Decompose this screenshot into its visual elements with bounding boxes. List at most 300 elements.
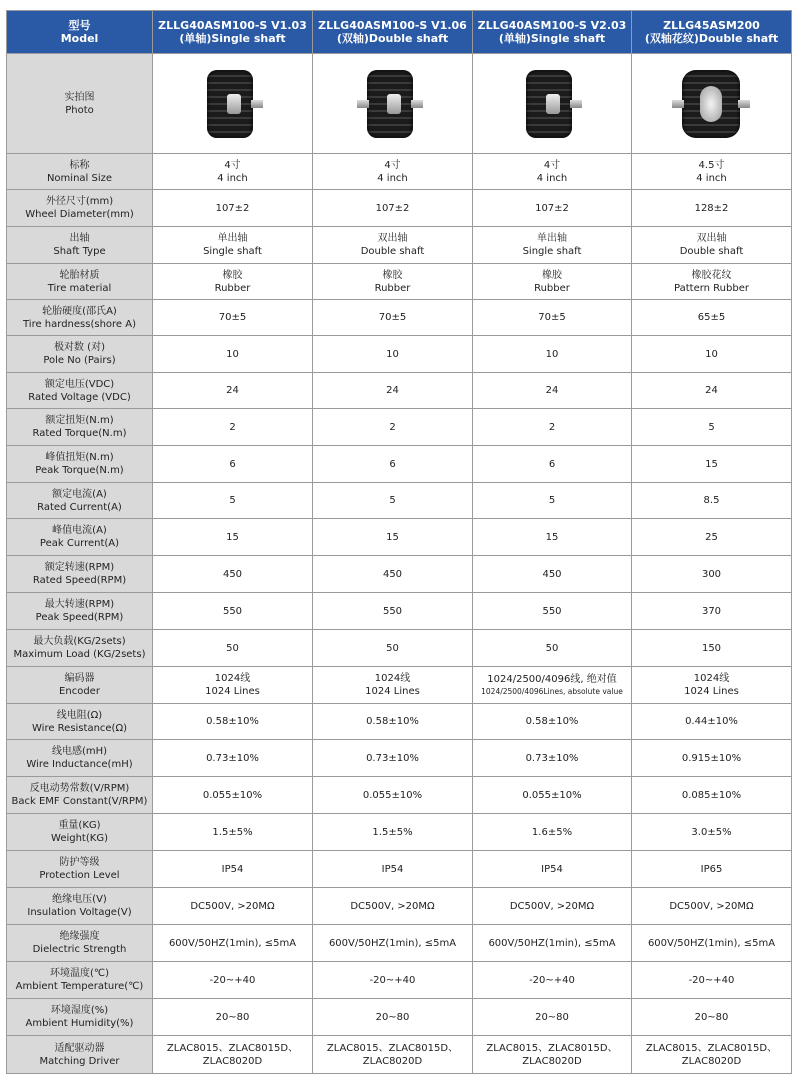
model-shaft: (双轴花纹)Double shaft [644,32,779,45]
wheel-photo-single-shaft [193,64,273,144]
spec-value [153,556,313,593]
spec-value-line: 15 [386,531,399,543]
row-label [7,227,153,264]
row-label-en: Rated Speed(RPM) [32,575,127,586]
spec-value-line: 1024线 [374,673,411,684]
row-label-cn: 轮胎硬度(邵氏A) [42,305,117,317]
row-label-cn: 额定电流(A) [52,488,107,500]
spec-value-line: 24 [386,385,399,396]
spec-value-line: 橡胶花纹 [691,269,732,281]
spec-value-line: 450 [542,568,562,580]
spec-value-line: 6 [389,458,396,470]
spec-value [632,300,792,336]
row-label-cn: 峰值扭矩(N.m) [45,452,114,463]
spec-value [153,704,313,740]
spec-value [473,227,632,264]
spec-value [632,740,792,777]
spec-row [7,264,792,300]
row-label-en: Dielectric Strength [32,944,127,955]
spec-value-line: 65±5 [697,312,726,323]
spec-value-line: DC500V, >20MΩ [669,900,754,912]
spec-value-line: 0.915±10% [681,752,742,764]
spec-row [7,814,792,851]
spec-value [153,851,313,888]
spec-value [313,593,473,630]
row-label-en: Rated Torque(N.m) [32,428,127,439]
spec-value-line: 15 [226,531,239,543]
spec-value [632,888,792,925]
spec-value [153,227,313,264]
spec-value [153,740,313,777]
spec-table [6,10,792,1074]
spec-value [313,336,473,373]
row-label [7,556,153,593]
spec-row [7,409,792,446]
row-label-cn: 外径尺寸(mm) [45,196,114,207]
model-shaft: (双轴)Double shaft [336,32,449,45]
row-label-cn: 轮胎材质 [59,269,100,281]
row-label-cn: 适配驱动器 [54,1042,105,1054]
spec-value-line: 单出轴 [217,233,248,244]
row-label [7,190,153,227]
spec-value-line: IP54 [221,863,244,875]
row-label [7,336,153,373]
row-label [7,999,153,1036]
spec-value [153,925,313,962]
row-label-cn: 标称 [69,159,90,171]
spec-row [7,190,792,227]
spec-value-line: 0.055±10% [202,789,263,801]
spec-value-line: 4寸 [224,159,241,171]
spec-value [153,519,313,556]
spec-row [7,999,792,1036]
spec-value [473,264,632,300]
row-label [7,888,153,925]
spec-value [632,227,792,264]
spec-row [7,227,792,264]
photo-cell [313,54,473,154]
spec-value [632,483,792,519]
row-label-cn: 实拍图 [64,91,95,103]
spec-value-line: 24 [705,385,718,396]
spec-row [7,373,792,409]
spec-value [632,519,792,556]
spec-value-line: 0.055±10% [522,789,582,801]
row-label-en: Rated Voltage (VDC) [28,391,131,403]
spec-value-line: 450 [222,568,243,580]
spec-value [313,814,473,851]
header-label-cn: 型号 [68,19,91,32]
row-label-cn: 线电感(mH) [51,746,108,757]
spec-value-line: 24 [226,385,239,396]
spec-value [473,888,632,925]
spec-value-line: Pattern Rubber [674,282,749,294]
row-label-cn: 出轴 [69,233,90,244]
spec-value [153,300,313,336]
row-label-en: Ambient Temperature(℃) [15,981,144,992]
spec-value-line: -20~+40 [369,974,416,986]
spec-value-line: 4.5寸 [698,159,725,171]
row-label-cn: 编码器 [64,673,95,684]
spec-value-line: 双出轴 [696,233,727,244]
model-code: ZLLG45ASM200 [663,19,760,32]
spec-value-line: ZLAC8020D [681,1055,742,1067]
spec-value-line: 50 [386,642,399,654]
spec-value-line: 70±5 [538,312,566,323]
spec-value-line: 0.055±10% [362,789,423,801]
spec-row [7,777,792,814]
spec-value [473,593,632,630]
row-label [7,409,153,446]
row-label [7,704,153,740]
row-label [7,373,153,409]
row-label-cn: 绝缘强度 [59,931,100,942]
spec-value [313,373,473,409]
spec-value [313,1036,473,1074]
spec-value-line: 2 [548,421,556,433]
spec-value [473,999,632,1036]
spec-value-line: 1024 Lines [205,686,260,697]
row-label-cn: 反电动势常数(V/RPM) [29,783,130,794]
spec-value [313,962,473,999]
spec-value-line: 600V/50HZ(1min), ≤5mA [647,937,776,949]
spec-value [473,483,632,519]
spec-value-line: -20~+40 [688,974,735,986]
spec-value [313,446,473,483]
row-label-en: Protection Level [39,870,120,881]
spec-value [473,154,632,190]
spec-value [632,190,792,227]
spec-value-line: 4寸 [543,159,561,171]
spec-value-line: 70±5 [218,312,247,323]
spec-value-line: 1.5±5% [372,826,413,838]
spec-value-line: 1024/2500/4096线, 绝对值 [487,674,617,685]
spec-value-line: 0.73±10% [206,752,259,764]
spec-value [632,593,792,630]
model-shaft: (单轴)Single shaft [498,32,606,45]
row-label [7,740,153,777]
spec-row [7,667,792,704]
spec-value-line: 10 [545,348,559,360]
spec-row [7,1036,792,1074]
model-shaft: (单轴)Single shaft [179,32,286,45]
spec-value-line: DC500V, >20MΩ [190,900,275,912]
row-label-en: Shaft Type [53,246,106,257]
spec-value-line: 2 [229,421,236,433]
spec-value-line: 50 [545,642,559,654]
spec-value-line: 20~80 [375,1011,410,1023]
spec-value [153,336,313,373]
spec-value [473,409,632,446]
spec-value [632,409,792,446]
row-label [7,630,153,667]
spec-row [7,925,792,962]
spec-value [632,556,792,593]
spec-value-line: 20~80 [215,1011,250,1023]
spec-value [313,154,473,190]
spec-value [473,740,632,777]
spec-value [473,851,632,888]
row-label [7,925,153,962]
row-label-cn: 重量(KG) [58,820,101,831]
header-model-2 [313,11,473,54]
spec-value-line: 0.44±10% [685,716,738,727]
spec-value [632,851,792,888]
spec-value-line: 24 [545,385,559,396]
spec-value-line: 0.58±10% [525,716,579,727]
row-label-cn: 最大转速(RPM) [44,599,115,610]
spec-value [153,630,313,667]
spec-value-line: 600V/50HZ(1min), ≤5mA [328,937,457,949]
spec-value [632,264,792,300]
spec-value [632,336,792,373]
spec-value-line: IP54 [541,863,563,875]
spec-value-line: 0.73±10% [525,752,579,764]
row-label-en: Peak Torque(N.m) [35,465,124,476]
row-label-en: Back EMF Constant(V/RPM) [11,796,148,807]
spec-value-line: -20~+40 [209,974,256,986]
spec-value [313,409,473,446]
spec-row [7,962,792,999]
spec-value-line: 6 [229,458,236,470]
spec-value [473,336,632,373]
spec-value [153,483,313,519]
spec-row [7,704,792,740]
photo-cell [632,54,792,154]
spec-row [7,336,792,373]
spec-value [473,814,632,851]
spec-value-line: 6 [548,458,556,470]
spec-value [473,190,632,227]
model-code: ZLLG40ASM100-S V1.06 [318,19,467,32]
row-label [7,154,153,190]
spec-value [473,667,632,704]
header-model-1 [153,11,313,54]
spec-value [632,777,792,814]
spec-value-line: IP65 [700,863,723,875]
spec-value [153,446,313,483]
row-label-en: Matching Driver [39,1055,120,1067]
row-label [7,667,153,704]
wheel-photo-double-shaft [353,64,433,144]
spec-value-line: 550 [222,605,243,617]
spec-value [473,962,632,999]
spec-value [473,300,632,336]
spec-value [632,446,792,483]
row-label-cn: 额定电压(VDC) [44,378,115,390]
spec-value [313,300,473,336]
spec-value-line: 4 inch [696,172,727,184]
row-label-cn: 额定扭矩(N.m) [45,415,114,426]
spec-value-line: Double shaft [679,246,744,257]
row-label [7,593,153,630]
spec-value-line: 橡胶 [382,269,403,281]
spec-value [153,264,313,300]
header-model-label [7,11,153,54]
spec-value-line: 0.73±10% [366,752,419,764]
wheel-photo-double-shaft-pattern [672,64,752,144]
spec-value [313,925,473,962]
spec-value [473,777,632,814]
spec-value-line: IP54 [381,863,404,875]
spec-value-line: 1024线 [693,673,730,684]
spec-value-line: 15 [545,531,559,543]
row-label-en: Weight(KG) [51,833,108,844]
spec-value-line: 1024线 [214,673,251,684]
spec-row [7,851,792,888]
spec-value-line: Rubber [374,282,411,294]
spec-value-line: 550 [382,605,403,617]
spec-value-line: DC500V, >20MΩ [509,900,595,912]
spec-row [7,630,792,667]
row-label [7,54,153,154]
row-label-en: Tire material [47,282,112,294]
spec-value [313,556,473,593]
spec-row [7,154,792,190]
header-model-4 [632,11,792,54]
spec-value [153,999,313,1036]
row-label [7,446,153,483]
spec-value-line: 370 [701,605,722,617]
spec-value-line: 4 inch [377,172,408,184]
row-label-cn: 峰值电流(A) [52,525,107,536]
spec-value [313,740,473,777]
spec-row [7,740,792,777]
spec-value-line: 107±2 [375,202,410,214]
spec-value-line: 5 [708,421,715,433]
spec-value [153,814,313,851]
spec-value [153,373,313,409]
spec-value [473,630,632,667]
spec-value-line: 300 [701,568,722,580]
spec-value [313,888,473,925]
row-label-en: Rated Current(A) [37,501,122,513]
spec-value-line: 600V/50HZ(1min), ≤5mA [488,937,616,949]
spec-value [313,519,473,556]
spec-value [473,925,632,962]
spec-value-line: -20~+40 [529,974,575,986]
photo-cell [473,54,632,154]
row-label [7,814,153,851]
spec-value [632,814,792,851]
row-label [7,1036,153,1074]
spec-row [7,300,792,336]
row-label-cn: 额定转速(RPM) [44,562,115,573]
spec-value-line: 1024 Lines [684,686,739,697]
spec-value [473,1036,632,1074]
spec-value [473,519,632,556]
photo-row [7,54,792,154]
spec-value-line: 橡胶 [542,269,562,281]
row-label [7,777,153,814]
spec-value-line: 5 [389,495,396,506]
spec-value-line: 2 [389,421,396,433]
spec-value-line: 10 [705,348,718,360]
row-label-cn: 防护等级 [59,857,100,868]
spec-value [313,190,473,227]
spec-value [313,483,473,519]
row-label [7,519,153,556]
spec-value-line: 20~80 [535,1011,569,1023]
spec-value-line: 107±2 [535,202,569,214]
spec-value-line: 20~80 [694,1011,729,1023]
row-label-en: Peak Current(A) [39,538,120,549]
spec-value-line: 107±2 [215,202,250,214]
row-label-cn: 环境温度(℃) [49,968,110,979]
spec-value [153,593,313,630]
spec-value [632,962,792,999]
row-label-en: Wire Inductance(mH) [26,759,133,770]
spec-row [7,888,792,925]
spec-value-line: 550 [542,605,562,617]
spec-value [473,704,632,740]
wheel-photo-single-shaft [512,64,592,144]
spec-value [632,373,792,409]
spec-value-line: 5 [229,495,236,506]
spec-value-line: 15 [705,458,718,470]
row-label-cn: 极对数 (对) [54,342,105,353]
model-code: ZLLG40ASM100-S V2.03 [477,19,627,32]
spec-value-line: 4寸 [384,159,401,171]
spec-value [313,851,473,888]
spec-value-line: 0.58±10% [206,716,259,727]
spec-value [153,667,313,704]
spec-value-line: 70±5 [378,312,407,323]
spec-value [632,667,792,704]
spec-value [632,154,792,190]
row-label-cn: 线电阻(Ω) [56,709,103,721]
model-code: ZLLG40ASM100-S V1.03 [158,19,307,32]
spec-value [632,999,792,1036]
spec-value [313,264,473,300]
spec-value-line: Rubber [214,282,251,294]
spec-value-line: 50 [226,642,239,654]
spec-value-line: 128±2 [694,202,729,214]
row-label [7,483,153,519]
spec-value-line: 1.6±5% [531,826,573,838]
spec-value [153,409,313,446]
spec-value-line: Single shaft [522,246,582,257]
spec-value-line: 5 [548,495,556,506]
row-label [7,300,153,336]
spec-value [153,962,313,999]
spec-value-line: ZLAC8020D [522,1055,582,1067]
spec-value [313,630,473,667]
spec-value [313,227,473,264]
spec-row [7,519,792,556]
spec-value [153,1036,313,1074]
header-label-en: Model [60,32,99,45]
spec-value-line: 8.5 [703,495,720,506]
spec-value [632,1036,792,1074]
photo-cell [153,54,313,154]
spec-value-line: 4 inch [217,172,248,184]
spec-value [473,373,632,409]
spec-value-line: 450 [382,568,403,580]
spec-value [153,777,313,814]
spec-row [7,593,792,630]
spec-value-line: 600V/50HZ(1min), ≤5mA [168,937,297,949]
row-label-en: Maximum Load (KG/2sets) [13,649,146,660]
header-model-3 [473,11,632,54]
row-label [7,851,153,888]
spec-value-line: 10 [386,348,399,360]
spec-value [473,556,632,593]
spec-value [153,190,313,227]
spec-value [632,704,792,740]
row-label-en: Nominal Size [46,172,113,184]
row-label-en: Encoder [59,686,100,697]
